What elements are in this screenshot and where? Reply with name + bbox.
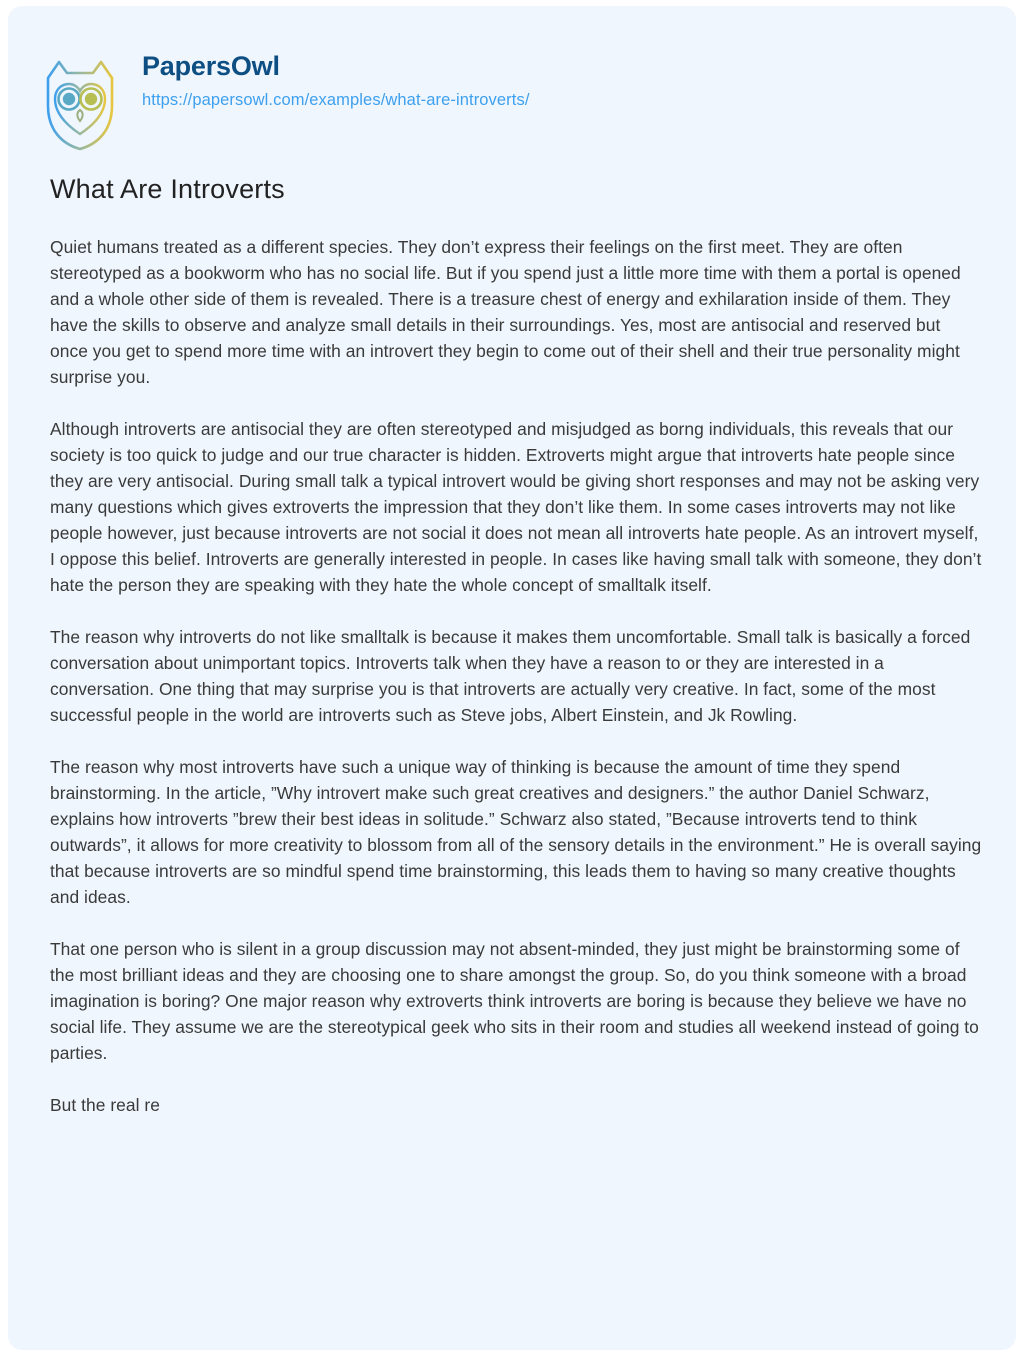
brand-block	[142, 44, 530, 110]
body-paragraph: The reason why most introverts have such a unique way of thinking is because the amount of time they spend brainstorming. In the article, ”Why introvert make such great creatives and designers.” the author Daniel Schwarz, explains how introverts ”brew their best ideas in solitude.” Schwarz also stated, ”Because introverts tend to think outwards”, it allows for more creativity to blossom from all of the sensory details in the environment.” He is overall saying that because introverts are so mindful spend time brainstorming, this leads them to having so many creative thoughts and ideas.	[50, 757, 982, 907]
brand-name: PapersOwl	[142, 51, 280, 81]
body-paragraph: Although introverts are antisocial they are often stereotyped and misjudged as borng individuals, this reveals that our society is too quick to judge and our true character is hidden. Extroverts might argue that introverts hate people since they are very antisocial. During small talk a typical introvert would be giving short responses and may not be asking very many questions which gives extroverts the impression that they don’t like them. In some cases introverts may not like people however, just because introverts are not social it does not mean all introverts hate people. As an introvert myself, I oppose this belief. Introverts are generally interested in people. In cases like having small talk with someone, they don’t hate the person they are speaking with they hate the whole concept of smalltalk itself.	[50, 419, 982, 595]
body-paragraph-truncated: But the real re	[50, 1095, 160, 1115]
document-body	[50, 234, 983, 1118]
body-paragraph: That one person who is silent in a group discussion may not absent-minded, they just might be brainstorming some of the most brilliant ideas and they are choosing one to share amongst the group. So, do you think someone with a broad imagination is boring? One major reason why extroverts think introverts are boring is because they believe we have no social life. They assume we are the stereotypical geek who sits in their room and studies all weekend instead of going to parties.	[50, 939, 979, 1063]
owl-logo-icon	[38, 48, 122, 152]
body-paragraph: The reason why introverts do not like smalltalk is because it makes them uncomfortable. Small talk is basically a forced conversation about unimportant topics. Introverts talk when they have a reason to or they are interested in a conversation. One thing that may surprise you is that introverts are actually very creative. In fact, some of the most successful people in the world are introverts such as Steve jobs, Albert Einstein, and Jk Rowling.	[50, 627, 971, 725]
page-title: What Are Introverts	[50, 174, 285, 204]
body-paragraph: Quiet humans treated as a different species. They don’t express their feelings on the first meet. They are often stereotyped as a bookworm who has no social life. But if you spend just a little more time with them a portal is opened and a whole other side of them is revealed. There is a treasure chest of energy and exhilaration inside of them. They have the skills to observe and analyze small details in their surroundings. Yes, most are antisocial and reserved but once you get to spend more time with an introvert they begin to come out of their shell and their true personality might surprise you.	[50, 237, 961, 387]
document-card	[8, 6, 1016, 1350]
site-header	[38, 44, 530, 152]
source-url-link[interactable]: https://papersowl.com/examples/what-are-introverts/	[142, 90, 530, 109]
